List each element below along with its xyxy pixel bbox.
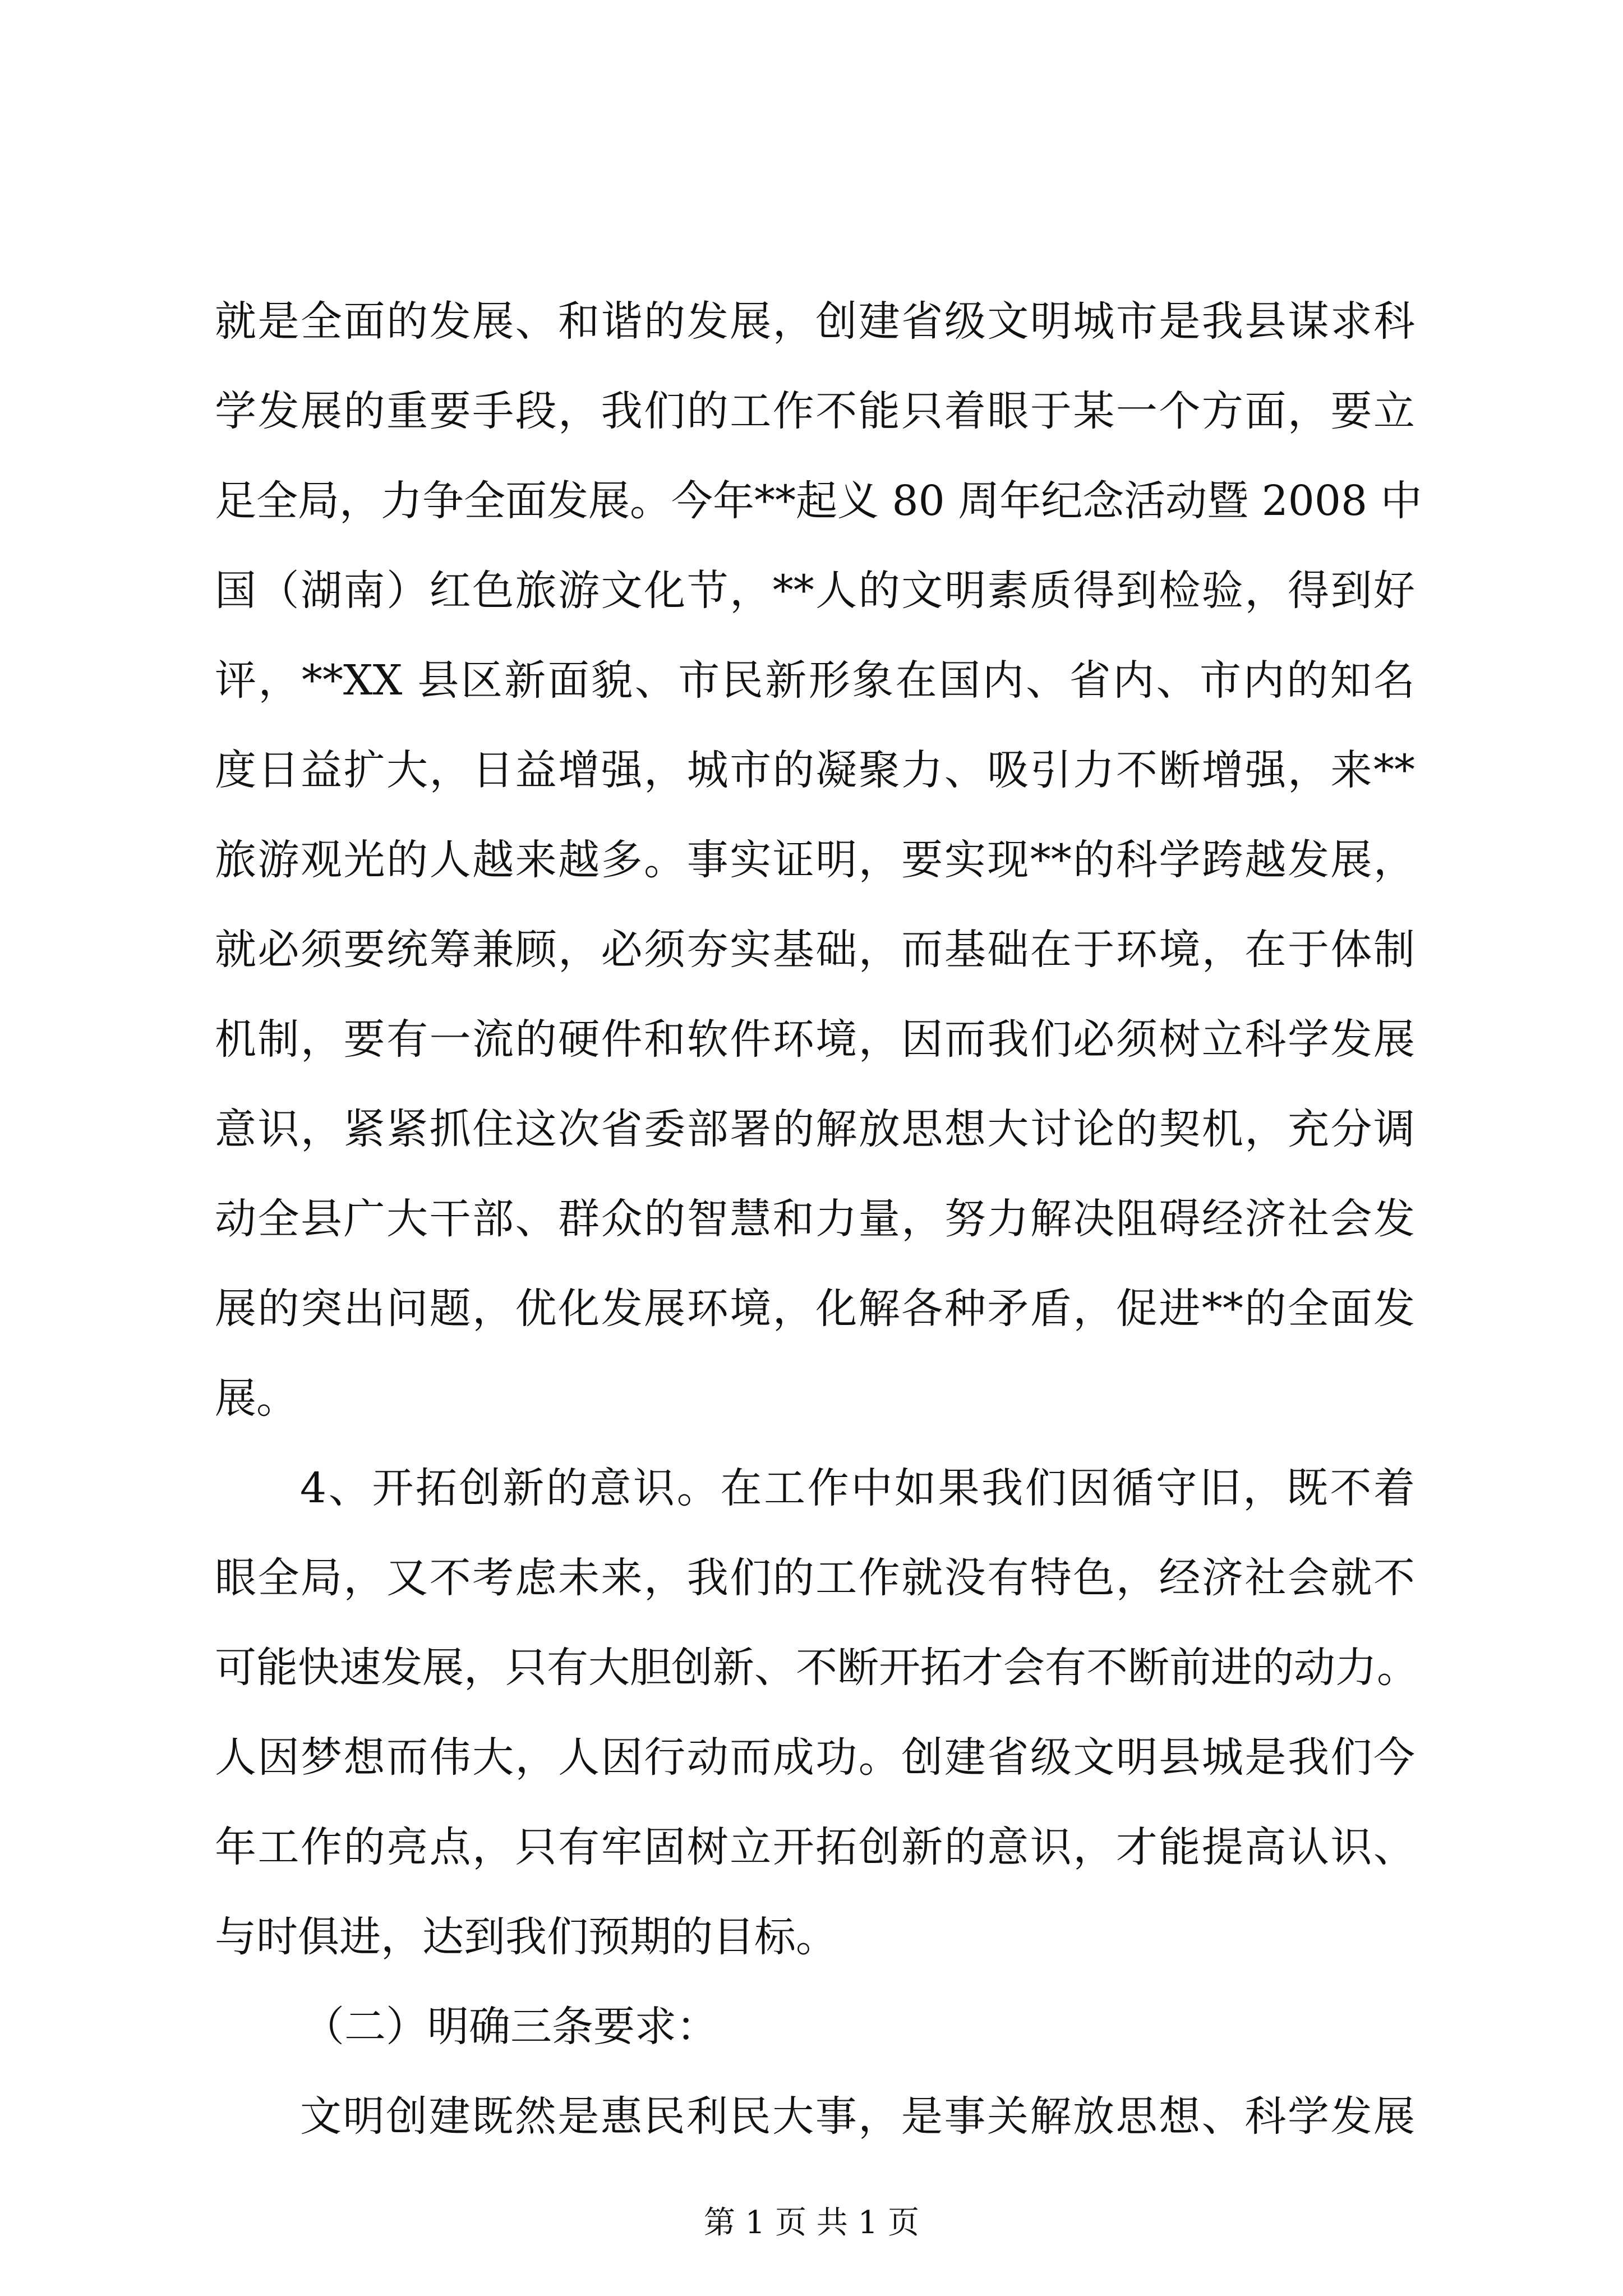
body-line-8: 就必须要统筹兼顾，必须夯实基础，而基础在于环境，在于体制 <box>215 926 1415 974</box>
body-line-13: 展。 <box>215 1374 298 1423</box>
body-line-10: 意识，紧紧抓住这次省委部署的解放思想大讨论的契机，充分调 <box>215 1105 1415 1153</box>
body-line-14: 4、开拓创新的意识。在工作中如果我们因循守旧，既不着 <box>300 1464 1415 1512</box>
body-line-18: 年工作的亮点，只有牢固树立开拓创新的意识，才能提高认识、 <box>215 1823 1415 1871</box>
body-line-11: 动全县广大干部、群众的智慧和力量，努力解决阻碍经济社会发 <box>215 1195 1415 1243</box>
body-line-7: 旅游观光的人越来越多。事实证明，要实现**的科学跨越发展， <box>215 836 1415 884</box>
body-line-12: 展的突出问题，优化发展环境，化解各种矛盾，促进**的全面发 <box>215 1285 1415 1333</box>
body-line-9: 机制，要有一流的硬件和软件环境，因而我们必须树立科学发展 <box>215 1015 1415 1064</box>
body-line-16: 可能快速发展，只有大胆创新、不断开拓才会有不断前进的动力。 <box>215 1644 1418 1692</box>
body-line-2: 学发展的重要手段，我们的工作不能只着眼于某一个方面，要立 <box>215 387 1415 435</box>
body-line-1: 就是全面的发展、和谐的发展，创建省级文明城市是我县谋求科 <box>215 297 1415 346</box>
page-footer: 第 1 页 共 1 页 <box>703 2205 920 2241</box>
body-line-17: 人因梦想而伟大，人因行动而成功。创建省级文明县城是我们今 <box>215 1733 1415 1782</box>
body-line-3: 足全局，力争全面发展。今年**起义 80 周年纪念活动暨 2008 中 <box>215 477 1422 525</box>
body-line-15: 眼全局，又不考虑未来，我们的工作就没有特色，经济社会就不 <box>215 1554 1415 1602</box>
section-heading: （二）明确三条要求： <box>303 2003 718 2051</box>
body-line-19: 与时俱进，达到我们预期的目标。 <box>215 1913 837 1961</box>
body-line-5: 评，**XX 县区新面貌、市民新形象在国内、省内、市内的知名 <box>215 656 1415 705</box>
body-line-6: 度日益扩大，日益增强，城市的凝聚力、吸引力不断增强，来** <box>215 746 1415 794</box>
body-line-21: 文明创建既然是惠民利民大事，是事关解放思想、科学发展 <box>300 2092 1415 2141</box>
body-line-4: 国（湖南）红色旅游文化节，**人的文明素质得到检验，得到好 <box>215 567 1415 615</box>
